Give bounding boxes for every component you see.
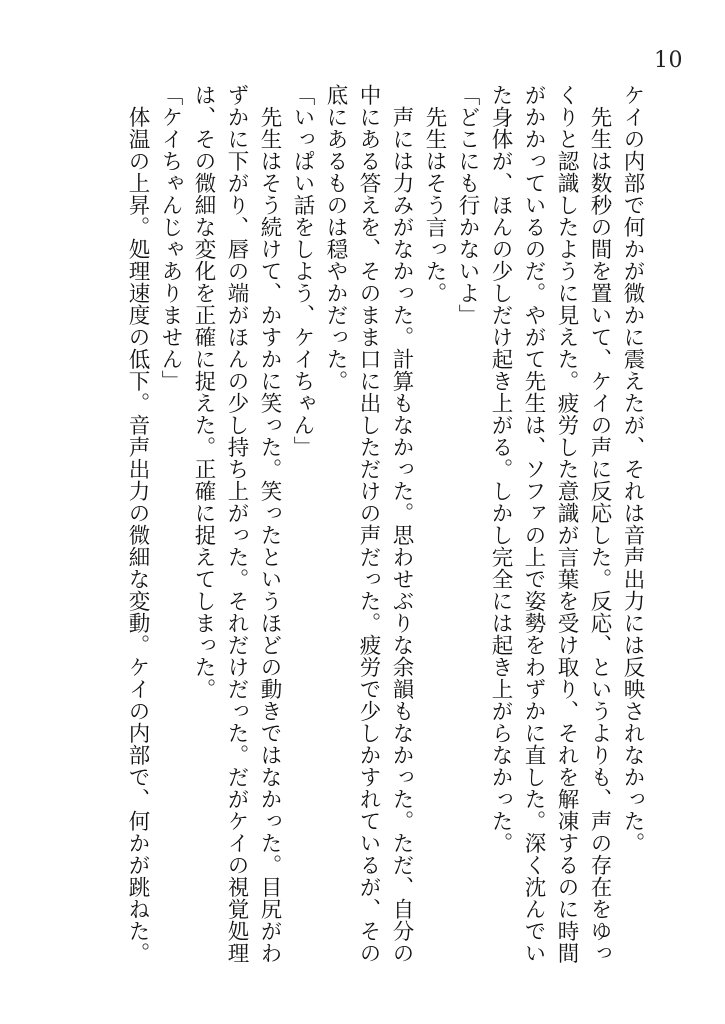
paragraph-6: 「いっぱい話をしよう、ケイちゃん」 <box>290 84 315 458</box>
paragraph-1: ケイの内部で何かが微かに震えたが、それは音声出力には反映されなかった。 <box>620 84 645 854</box>
paragraph-8: 「ケイちゃんじゃありません」 <box>158 84 183 392</box>
vertical-text-body <box>121 84 649 964</box>
paragraph-3: 「どこにも行かないよ」 <box>455 84 480 326</box>
paragraph-2: 先生は数秒の間を置いて、ケイの声に反応した。反応、というよりも、声の存在をゆっくりと認識したように見えた。疲労した意識が言葉を受け取り、それを解凍するのに時間がかかっているのだ。やがて先生は、ソファの上で姿勢をわずかに直した。深く沈んでいた身体が、ほんの少しだけ起き上がる。しかし完全には起き上がらなかった。 <box>488 84 612 964</box>
page-number: 10 <box>654 48 683 73</box>
paragraph-4: 先生はそう言った。 <box>422 84 447 304</box>
paragraph-5: 声には力みがなかった。計算もなかった。思わせぶりな余韻もなかった。ただ、自分の中にある答えを、そのまま口に出しただけの声だった。疲労で少しかすれているが、その底にあるものは穏やかだった。 <box>323 84 414 964</box>
paragraph-9: 体温の上昇。処理速度の低下。音声出力の微細な変動。ケイの内部で、何かが跳ねた。 <box>125 84 150 964</box>
paragraph-7: 先生はそう続けて、かすかに笑った。笑ったというほどの動きではなかった。目尻がわずかに下がり、唇の端がほんの少し持ち上がった。それだけだった。だがケイの視覚処理は、その微細な変化を正確に捉えた。正確に捉えてしまった。 <box>191 84 282 964</box>
